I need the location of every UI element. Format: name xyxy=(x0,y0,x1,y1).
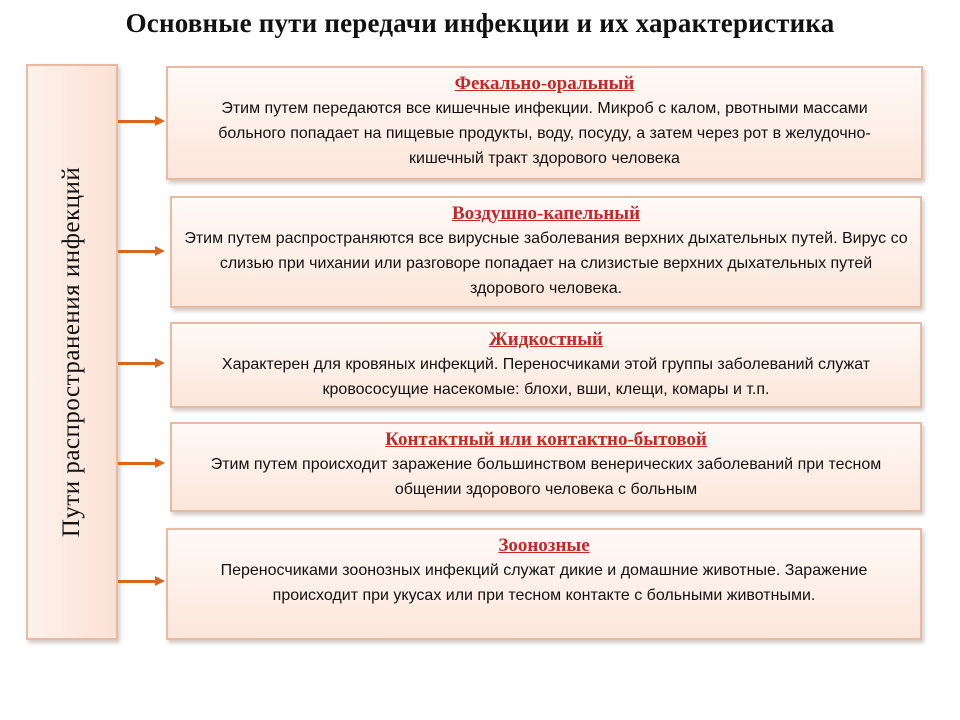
arrow-connector-5 xyxy=(118,580,156,583)
side-category-label: Пути распространения инфекций xyxy=(58,166,85,538)
route-description: Этим путем происходит заражение большинством венерических заболеваний при тесном общении здорового человека с больным xyxy=(210,456,882,498)
route-card-zoonotic xyxy=(166,528,922,640)
arrow-connector-4 xyxy=(118,462,156,465)
side-category-box xyxy=(26,64,118,640)
route-description: Характерен для кровяных инфекций. Переносчиками этой группы заболеваний служат кровососущие насекомые: блохи, вши, клещи, комары и т.п. xyxy=(221,356,871,398)
arrow-connector-1 xyxy=(118,120,156,123)
route-card-fecal-oral xyxy=(166,66,923,180)
route-title: Контактный или контактно-бытовой xyxy=(385,429,707,450)
route-title: Жидкостный xyxy=(488,329,604,350)
route-description: Этим путем передаются все кишечные инфекции. Микроб с калом, рвотными массами больного попадает на пищевые продукты, воду, посуду, а затем через рот в желудочно-кишечный тракт здорового человека xyxy=(218,100,871,167)
route-card-airborne xyxy=(170,196,922,308)
route-description: Этим путем распространяются все вирусные заболевания верхних дыхательных путей. Вирус со слизью при чихании или разговоре попадает на слизистые верхних дыхательных путей здорового человека. xyxy=(184,230,908,297)
route-description: Переносчиками зоонозных инфекций служат дикие и домашние животные. Заражение происходит при укусах или при тесном контакте с больными животными. xyxy=(220,562,868,604)
route-title: Воздушно-капельный xyxy=(451,203,641,224)
route-title: Зоонозные xyxy=(498,535,590,556)
page-title: Основные пути передачи инфекции и их характеристика xyxy=(125,8,835,38)
arrow-connector-2 xyxy=(118,250,156,253)
arrow-connector-3 xyxy=(118,362,156,365)
route-card-contact xyxy=(170,422,922,512)
route-title: Фекально-оральный xyxy=(454,73,635,94)
route-card-liquid xyxy=(170,322,922,408)
